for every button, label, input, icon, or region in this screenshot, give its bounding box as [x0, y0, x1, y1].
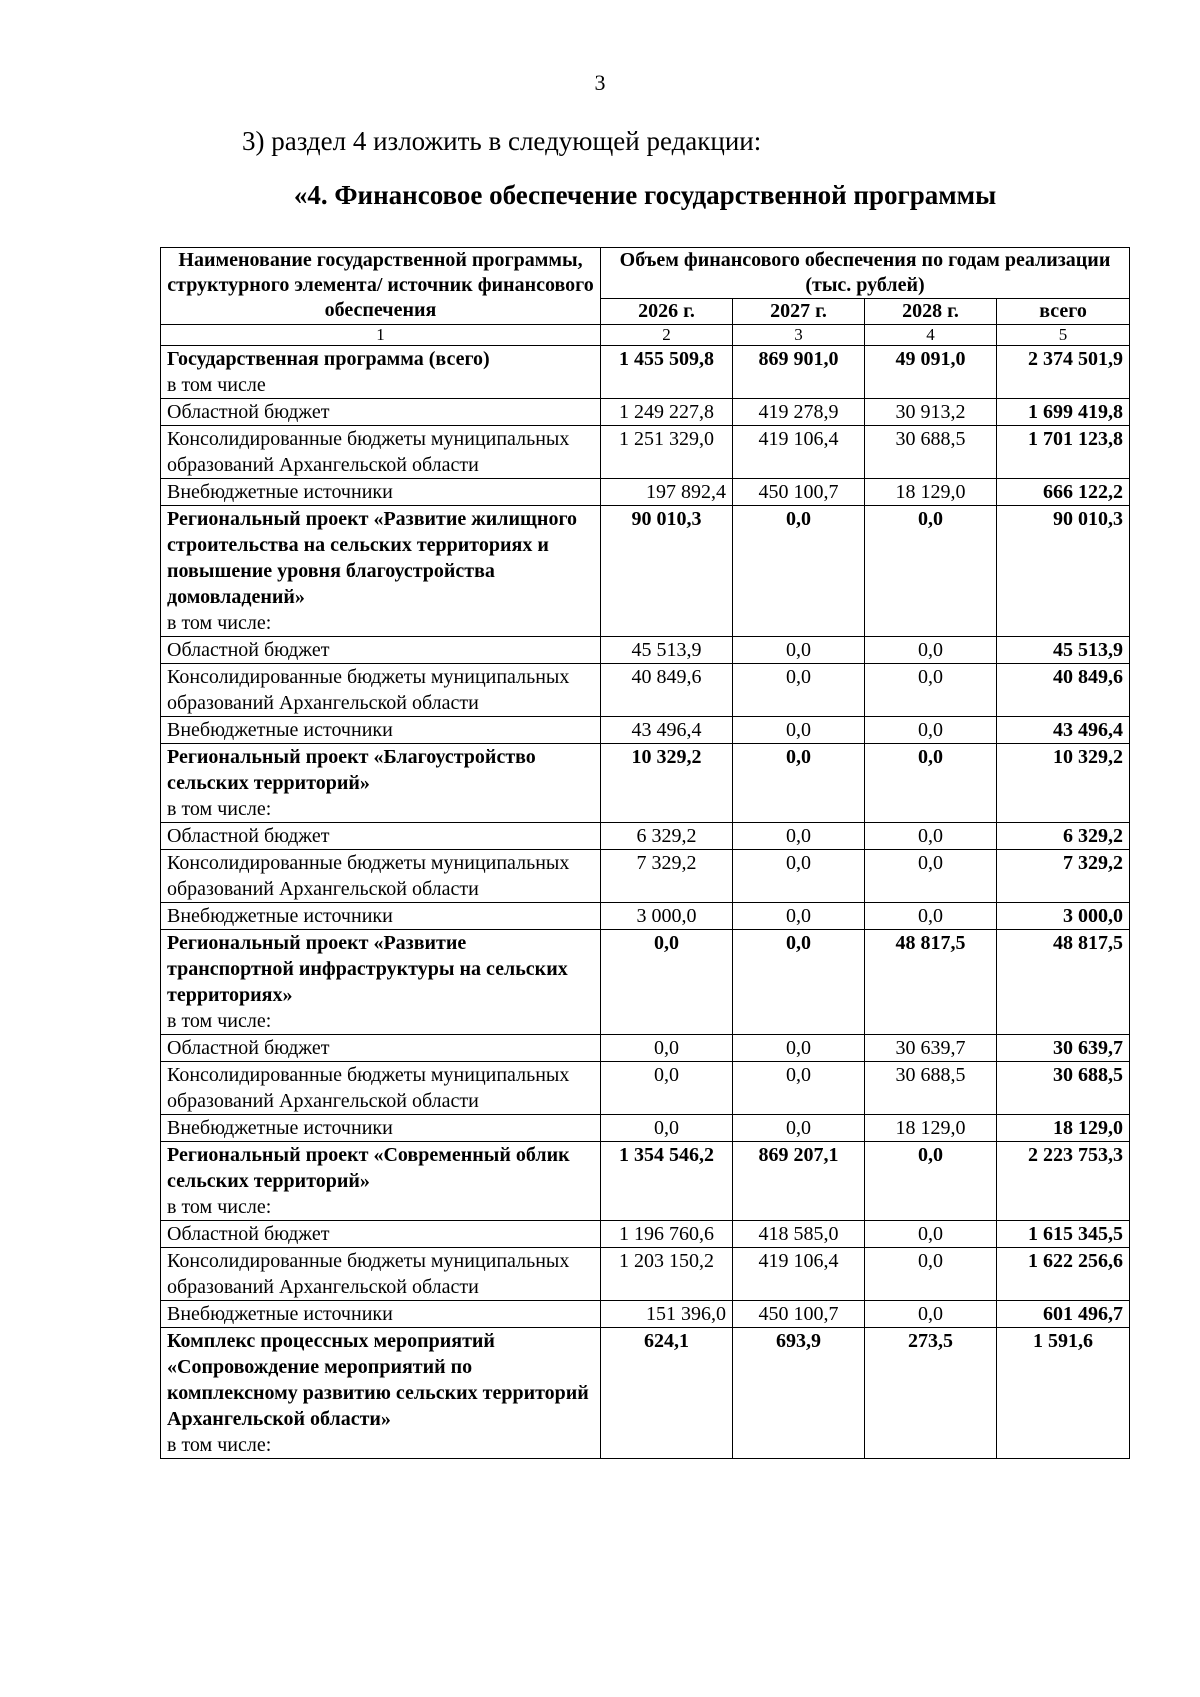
row-sublabel: в том числе:: [167, 798, 272, 820]
financing-table: [160, 247, 1130, 1459]
row-name-cell: [161, 930, 601, 1035]
row-name: Региональный проект «Современный облик сельских территорий»: [167, 1144, 570, 1192]
row-sublabel: в том числе:: [167, 1196, 272, 1218]
cell-2028: 0,0: [865, 903, 997, 930]
cell-2026: 0,0: [601, 930, 733, 1035]
cell-total: 10 329,2: [997, 744, 1130, 823]
header-total: всего: [997, 299, 1130, 325]
col-number: 5: [997, 325, 1130, 346]
cell-total: 6 329,2: [997, 823, 1130, 850]
cell-2028: 0,0: [865, 1142, 997, 1221]
table-row: [161, 823, 1130, 850]
table-row: [161, 1248, 1130, 1301]
cell-total: 7 329,2: [997, 850, 1130, 903]
cell-2026: 10 329,2: [601, 744, 733, 823]
row-sublabel: в том числе:: [167, 612, 272, 634]
table-row: [161, 506, 1130, 637]
row-name-cell: [161, 1142, 601, 1221]
row-name: Региональный проект «Благоустройство сельских территорий»: [167, 746, 536, 794]
cell-2028: 0,0: [865, 823, 997, 850]
table-row: [161, 399, 1130, 426]
cell-2027: 0,0: [733, 637, 865, 664]
cell-2027: 0,0: [733, 903, 865, 930]
table-row: [161, 744, 1130, 823]
cell-2027: 0,0: [733, 506, 865, 637]
cell-2028: 48 817,5: [865, 930, 997, 1035]
row-name: Консолидированные бюджеты муниципальных образований Архангельской области: [161, 664, 601, 717]
row-sublabel: в том числе:: [167, 1434, 272, 1456]
cell-2028: 273,5: [865, 1328, 997, 1459]
row-name: Государственная программа (всего): [167, 348, 490, 370]
cell-2026: 1 203 150,2: [601, 1248, 733, 1301]
cell-2028: 0,0: [865, 1248, 997, 1301]
row-name: Консолидированные бюджеты муниципальных образований Архангельской области: [161, 850, 601, 903]
cell-total: 1 699 419,8: [997, 399, 1130, 426]
cell-2026: 1 249 227,8: [601, 399, 733, 426]
table-row: [161, 346, 1130, 399]
cell-2026: 197 892,4: [601, 479, 733, 506]
header-2026: 2026 г.: [601, 299, 733, 325]
cell-2026: 1 354 546,2: [601, 1142, 733, 1221]
cell-2027: 450 100,7: [733, 479, 865, 506]
cell-total: 43 496,4: [997, 717, 1130, 744]
cell-2028: 49 091,0: [865, 346, 997, 399]
table-row: [161, 1301, 1130, 1328]
row-name: Внебюджетные источники: [161, 479, 601, 506]
table-row: [161, 1221, 1130, 1248]
cell-total: 45 513,9: [997, 637, 1130, 664]
row-name-cell: [161, 506, 601, 637]
cell-2026: 1 196 760,6: [601, 1221, 733, 1248]
cell-total: 1 622 256,6: [997, 1248, 1130, 1301]
row-name: Внебюджетные источники: [161, 717, 601, 744]
row-name: Областной бюджет: [161, 399, 601, 426]
table-header-row: [161, 248, 1130, 299]
cell-2027: 0,0: [733, 823, 865, 850]
col-number: 1: [161, 325, 601, 346]
page-number: 3: [594, 70, 606, 95]
table-row: [161, 479, 1130, 506]
cell-total: 18 129,0: [997, 1115, 1130, 1142]
col-number: 4: [865, 325, 997, 346]
row-name: Областной бюджет: [161, 823, 601, 850]
cell-total: 666 122,2: [997, 479, 1130, 506]
row-name: Консолидированные бюджеты муниципальных образований Архангельской области: [161, 1248, 601, 1301]
cell-2027: 0,0: [733, 930, 865, 1035]
row-name-cell: [161, 744, 601, 823]
table-row: [161, 1062, 1130, 1115]
cell-2028: 0,0: [865, 717, 997, 744]
cell-total: 1 701 123,8: [997, 426, 1130, 479]
cell-2026: 0,0: [601, 1062, 733, 1115]
cell-total: 90 010,3: [997, 506, 1130, 637]
cell-2027: 869 901,0: [733, 346, 865, 399]
cell-2027: 0,0: [733, 1062, 865, 1115]
table-row: [161, 426, 1130, 479]
row-name: Региональный проект «Развитие транспортной инфраструктуры на сельских территориях»: [167, 932, 568, 1006]
cell-2027: 0,0: [733, 1115, 865, 1142]
cell-2026: 6 329,2: [601, 823, 733, 850]
row-name: Внебюджетные источники: [161, 1115, 601, 1142]
table-row: [161, 903, 1130, 930]
table-row: [161, 1142, 1130, 1221]
cell-2028: 18 129,0: [865, 1115, 997, 1142]
cell-total: 2 223 753,3: [997, 1142, 1130, 1221]
cell-2027: 869 207,1: [733, 1142, 865, 1221]
cell-2027: 419 106,4: [733, 426, 865, 479]
row-name: Консолидированные бюджеты муниципальных образований Архангельской области: [161, 1062, 601, 1115]
row-name: Областной бюджет: [161, 637, 601, 664]
cell-total: 40 849,6: [997, 664, 1130, 717]
table-row: [161, 1115, 1130, 1142]
cell-2027: 693,9: [733, 1328, 865, 1459]
table-row: [161, 717, 1130, 744]
cell-total: 30 688,5: [997, 1062, 1130, 1115]
cell-2028: 0,0: [865, 744, 997, 823]
row-name: Внебюджетные источники: [161, 903, 601, 930]
table-row: [161, 637, 1130, 664]
cell-2026: 7 329,2: [601, 850, 733, 903]
cell-2026: 624,1: [601, 1328, 733, 1459]
cell-2028: 0,0: [865, 664, 997, 717]
row-name: Комплекс процессных мероприятий «Сопровождение мероприятий по комплексному развитию сельских территорий Архангельской области»: [167, 1330, 589, 1430]
header-2028: 2028 г.: [865, 299, 997, 325]
table-row: [161, 850, 1130, 903]
cell-total: 1 591,6: [997, 1328, 1130, 1459]
cell-2026: 45 513,9: [601, 637, 733, 664]
cell-total: 601 496,7: [997, 1301, 1130, 1328]
cell-2028: 30 913,2: [865, 399, 997, 426]
table-row: [161, 664, 1130, 717]
column-number-row: [161, 325, 1130, 346]
cell-2028: 30 688,5: [865, 426, 997, 479]
cell-2027: 419 278,9: [733, 399, 865, 426]
header-2027: 2027 г.: [733, 299, 865, 325]
cell-2028: 0,0: [865, 850, 997, 903]
row-name: Областной бюджет: [161, 1035, 601, 1062]
cell-2028: 0,0: [865, 1221, 997, 1248]
row-name: Региональный проект «Развитие жилищного строительства на сельских территориях и повышение уровня благоустройства домовладений»: [167, 508, 578, 608]
cell-2028: 0,0: [865, 637, 997, 664]
col-number: 3: [733, 325, 865, 346]
cell-2026: 90 010,3: [601, 506, 733, 637]
cell-2026: 1 251 329,0: [601, 426, 733, 479]
row-name-cell: [161, 1328, 601, 1459]
cell-total: 1 615 345,5: [997, 1221, 1130, 1248]
cell-2027: 0,0: [733, 1035, 865, 1062]
cell-2027: 0,0: [733, 744, 865, 823]
cell-total: 30 639,7: [997, 1035, 1130, 1062]
cell-2027: 0,0: [733, 664, 865, 717]
cell-total: 2 374 501,9: [997, 346, 1130, 399]
table-row: [161, 930, 1130, 1035]
cell-2026: 3 000,0: [601, 903, 733, 930]
cell-2027: 0,0: [733, 717, 865, 744]
cell-2026: 0,0: [601, 1115, 733, 1142]
cell-total: 48 817,5: [997, 930, 1130, 1035]
cell-total: 3 000,0: [997, 903, 1130, 930]
row-sublabel: в том числе: [167, 374, 266, 396]
row-name: Внебюджетные источники: [161, 1301, 601, 1328]
cell-2026: 1 455 509,8: [601, 346, 733, 399]
row-name: Областной бюджет: [161, 1221, 601, 1248]
cell-2026: 0,0: [601, 1035, 733, 1062]
table-row: [161, 1328, 1130, 1459]
header-name-col: Наименование государственной программы, структурного элемента/ источник финансового обеспечения: [161, 248, 601, 325]
cell-2028: 18 129,0: [865, 479, 997, 506]
cell-2027: 450 100,7: [733, 1301, 865, 1328]
cell-2026: 151 396,0: [601, 1301, 733, 1328]
row-name: Консолидированные бюджеты муниципальных образований Архангельской области: [161, 426, 601, 479]
row-name-cell: [161, 346, 601, 399]
cell-2027: 419 106,4: [733, 1248, 865, 1301]
cell-2028: 30 688,5: [865, 1062, 997, 1115]
row-sublabel: в том числе:: [167, 1010, 272, 1032]
cell-2026: 40 849,6: [601, 664, 733, 717]
cell-2027: 0,0: [733, 850, 865, 903]
header-volume-group: Объем финансового обеспечения по годам реализации (тыс. рублей): [601, 248, 1130, 299]
cell-2028: 0,0: [865, 506, 997, 637]
table-row: [161, 1035, 1130, 1062]
cell-2028: 30 639,7: [865, 1035, 997, 1062]
cell-2027: 418 585,0: [733, 1221, 865, 1248]
cell-2026: 43 496,4: [601, 717, 733, 744]
cell-2028: 0,0: [865, 1301, 997, 1328]
col-number: 2: [601, 325, 733, 346]
section-title: «4. Финансовое обеспечение государственной программы: [293, 180, 997, 210]
intro-text: 3) раздел 4 изложить в следующей редакции:: [242, 126, 762, 156]
